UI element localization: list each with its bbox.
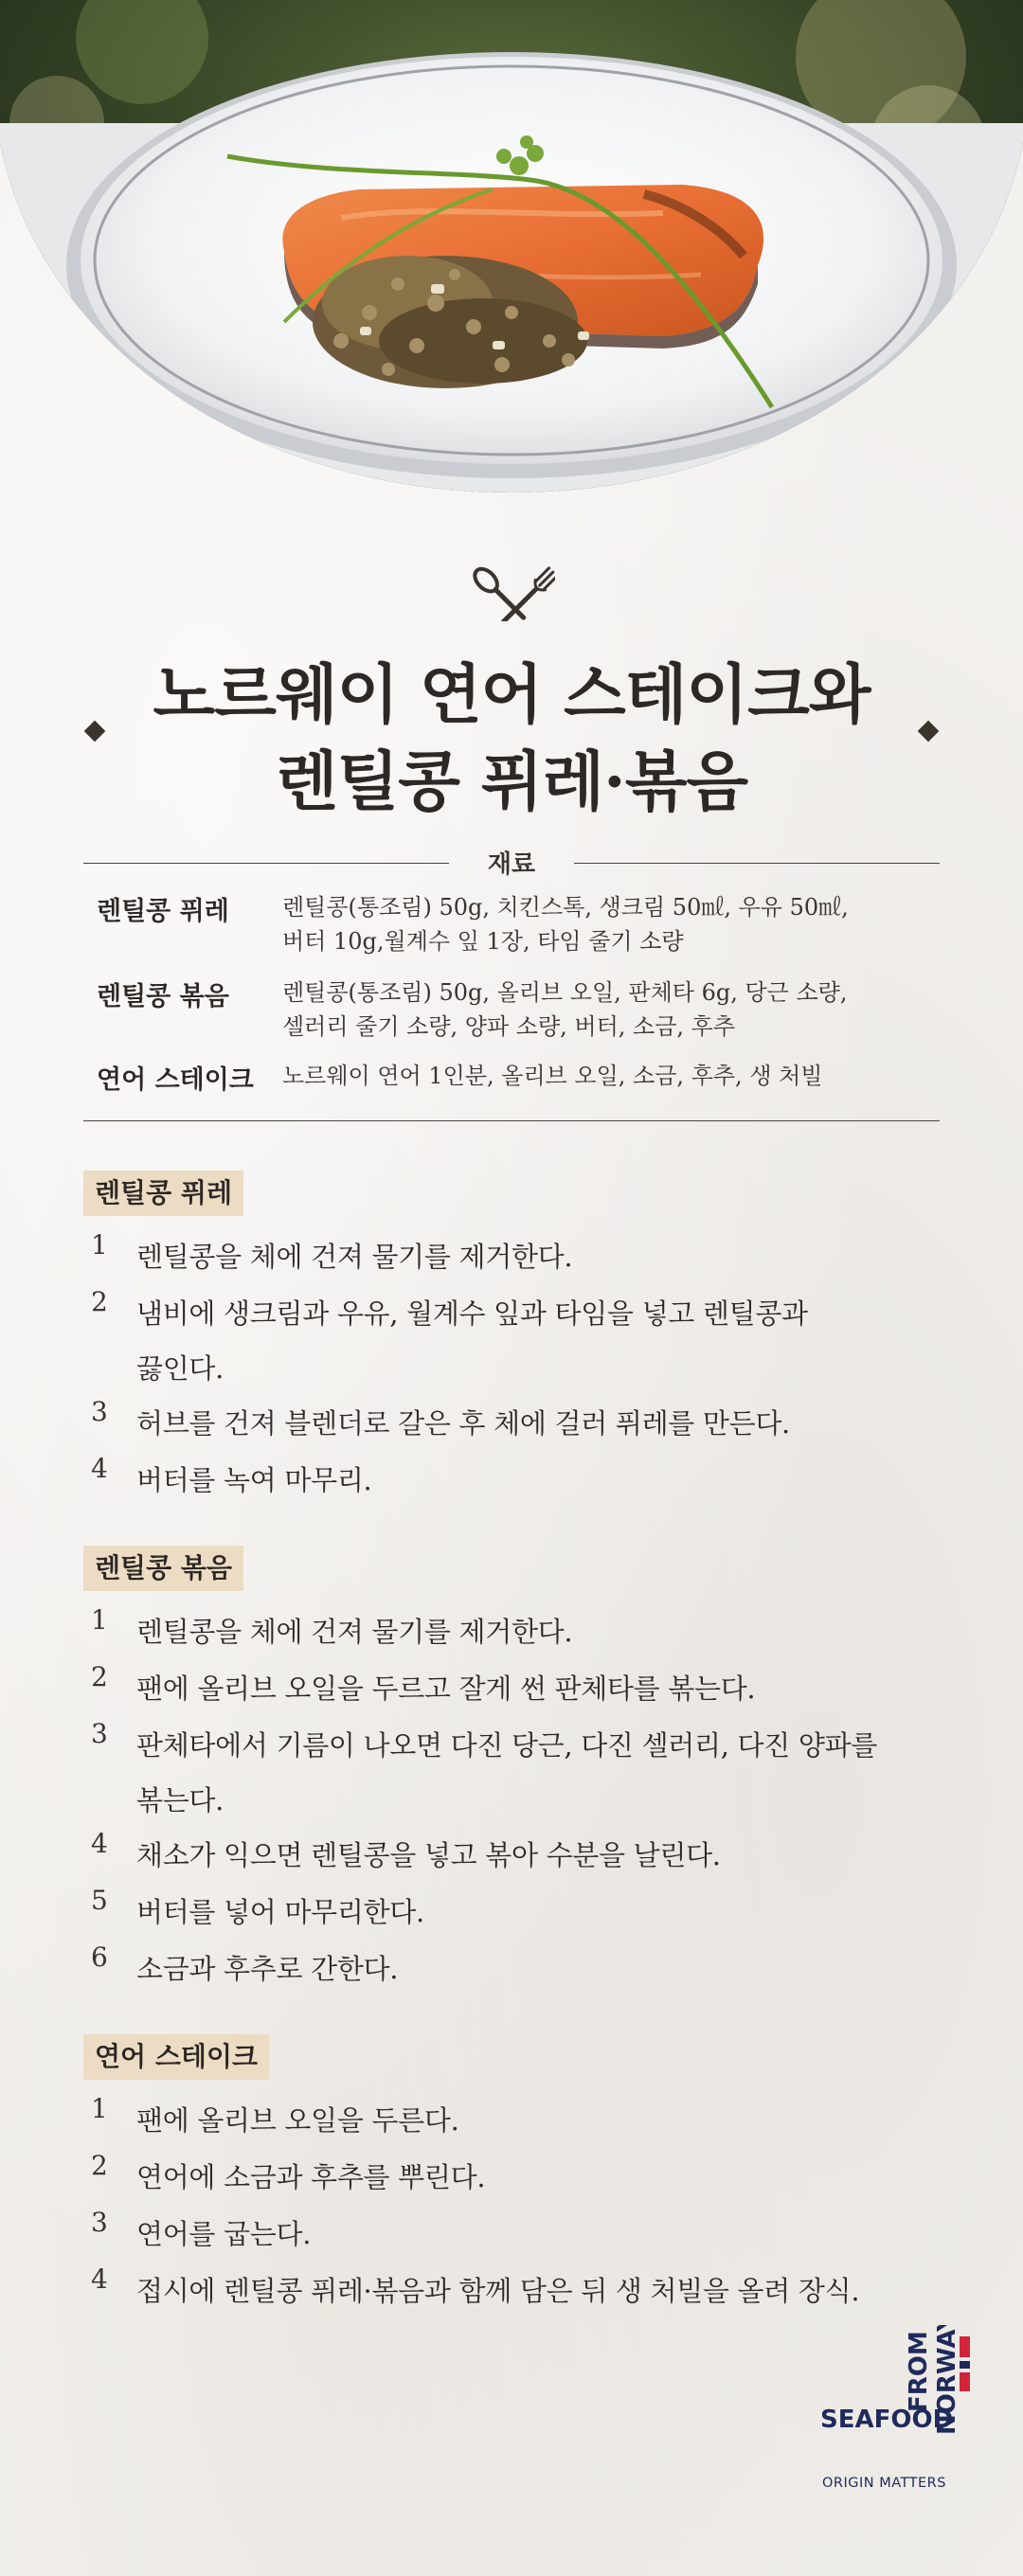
step-text: [136, 1718, 942, 1828]
ingredient-name: 렌틸콩 볶음: [97, 982, 229, 1011]
step-number: 3: [91, 1396, 108, 1427]
step-text: [136, 2150, 942, 2205]
step-text: [136, 1396, 942, 1451]
step-number: 3: [91, 1718, 108, 1749]
step-text: [136, 2207, 942, 2262]
ingredient-line: 렌틸콩(통조림) 50g, 올리브 오일, 판체타 6g, 당근 소량,: [282, 979, 848, 1006]
step-line: 팬에 올리브 오일을 두른다.: [136, 2104, 459, 2137]
step-line: 렌틸콩을 체에 건져 물기를 제거한다.: [136, 1241, 573, 1273]
step-text: [136, 1229, 942, 1284]
seafood-from-norway-logo: [815, 2325, 985, 2524]
section-title-lentil-puree: 렌틸콩 퓌레: [83, 1171, 243, 1216]
step-number: 3: [91, 2207, 108, 2238]
step-number: 2: [91, 1286, 108, 1317]
step-line: 팬에 올리브 오일을 두르고 잘게 썬 판체타를 볶는다.: [136, 1673, 756, 1705]
spoon-fork-icon: [468, 542, 555, 621]
logo-seafood: SEAFOOD: [820, 2406, 954, 2434]
divider: [574, 863, 940, 864]
step-line: 끓인다.: [136, 1352, 224, 1385]
step-text: [136, 1604, 942, 1659]
recipe-title: [0, 644, 1023, 820]
step-number: 1: [91, 1229, 108, 1261]
step-number: 5: [91, 1885, 108, 1916]
step-text: [136, 1828, 942, 1883]
step-number: 4: [91, 1453, 108, 1484]
step-number: 1: [91, 1604, 108, 1636]
step-number: 2: [91, 2150, 108, 2181]
logo-from: FROM: [905, 2331, 933, 2412]
logo-tagline: ORIGIN MATTERS: [822, 2476, 946, 2491]
step-line: 렌틸콩을 체에 건져 물기를 제거한다.: [136, 1616, 573, 1648]
ingredient-line: 셀러리 줄기 소량, 양파 소량, 버터, 소금, 후추: [282, 1013, 736, 1040]
section-title-salmon-steak: 연어 스테이크: [83, 2034, 269, 2080]
step-number: 2: [91, 1661, 108, 1692]
title-line-1: 노르웨이 연어 스테이크와: [153, 657, 870, 733]
step-line: 접시에 렌틸콩 퓌레·볶음과 함께 담은 뒤 생 처빌을 올려 장식.: [136, 2275, 860, 2307]
ingredient-line: 노르웨이 연어 1인분, 올리브 오일, 소금, 후추, 생 처빌: [282, 1063, 823, 1089]
ingredient-list: [282, 890, 945, 958]
ingredient-list: [282, 1059, 945, 1093]
step-line: 허브를 건져 블렌더로 갈은 후 체에 걸러 퓌레를 만든다.: [136, 1407, 790, 1440]
step-line: 소금과 후추로 간한다.: [136, 1953, 399, 1985]
step-line: 볶는다.: [136, 1784, 224, 1816]
ingredient-line: 렌틸콩(통조림) 50g, 치킨스톡, 생크림 50㎖, 우유 50㎖,: [282, 894, 849, 921]
ingredient-name: 연어 스테이크: [97, 1065, 254, 1095]
logo-norway: NORWAY: [933, 2325, 961, 2435]
title-line-2: 렌틸콩 퓌레·볶음: [275, 744, 748, 820]
step-line: 냄비에 생크림과 우유, 월계수 잎과 타임을 넣고 렌틸콩과: [136, 1297, 808, 1330]
step-text: [136, 1885, 942, 1940]
step-line: 판체타에서 기름이 나오면 다진 당근, 다진 셀러리, 다진 양파를: [136, 1729, 878, 1762]
step-text: [136, 1286, 942, 1396]
ingredient-name: 렌틸콩 퓌레: [97, 897, 229, 926]
divider: [83, 1120, 940, 1121]
step-number: 1: [91, 2093, 108, 2124]
hero-photo: [0, 0, 1023, 492]
step-text: [136, 1453, 942, 1508]
step-line: 채소가 익으면 렌틸콩을 넣고 볶아 수분을 날린다.: [136, 1839, 721, 1871]
step-line: 연어를 굽는다.: [136, 2218, 312, 2250]
section-title-lentil-saute: 렌틸콩 볶음: [83, 1546, 243, 1591]
step-line: 버터를 넣어 마무리한다.: [136, 1896, 424, 1928]
step-text: [136, 1661, 942, 1716]
ingredients-header: [83, 845, 940, 883]
ingredients-label: 재료: [487, 850, 536, 879]
step-text: [136, 2263, 942, 2318]
ingredient-list: [282, 975, 945, 1044]
ingredient-line: 버터 10g,월계수 잎 1장, 타임 줄기 소량: [282, 928, 684, 955]
step-text: [136, 2093, 942, 2148]
step-line: 연어에 소금과 후추를 뿌린다.: [136, 2161, 486, 2193]
step-number: 4: [91, 1828, 108, 1859]
step-number: 4: [91, 2263, 108, 2295]
step-number: 6: [91, 1941, 108, 1973]
step-line: 버터를 녹여 마무리.: [136, 1464, 372, 1496]
step-text: [136, 1941, 942, 1996]
